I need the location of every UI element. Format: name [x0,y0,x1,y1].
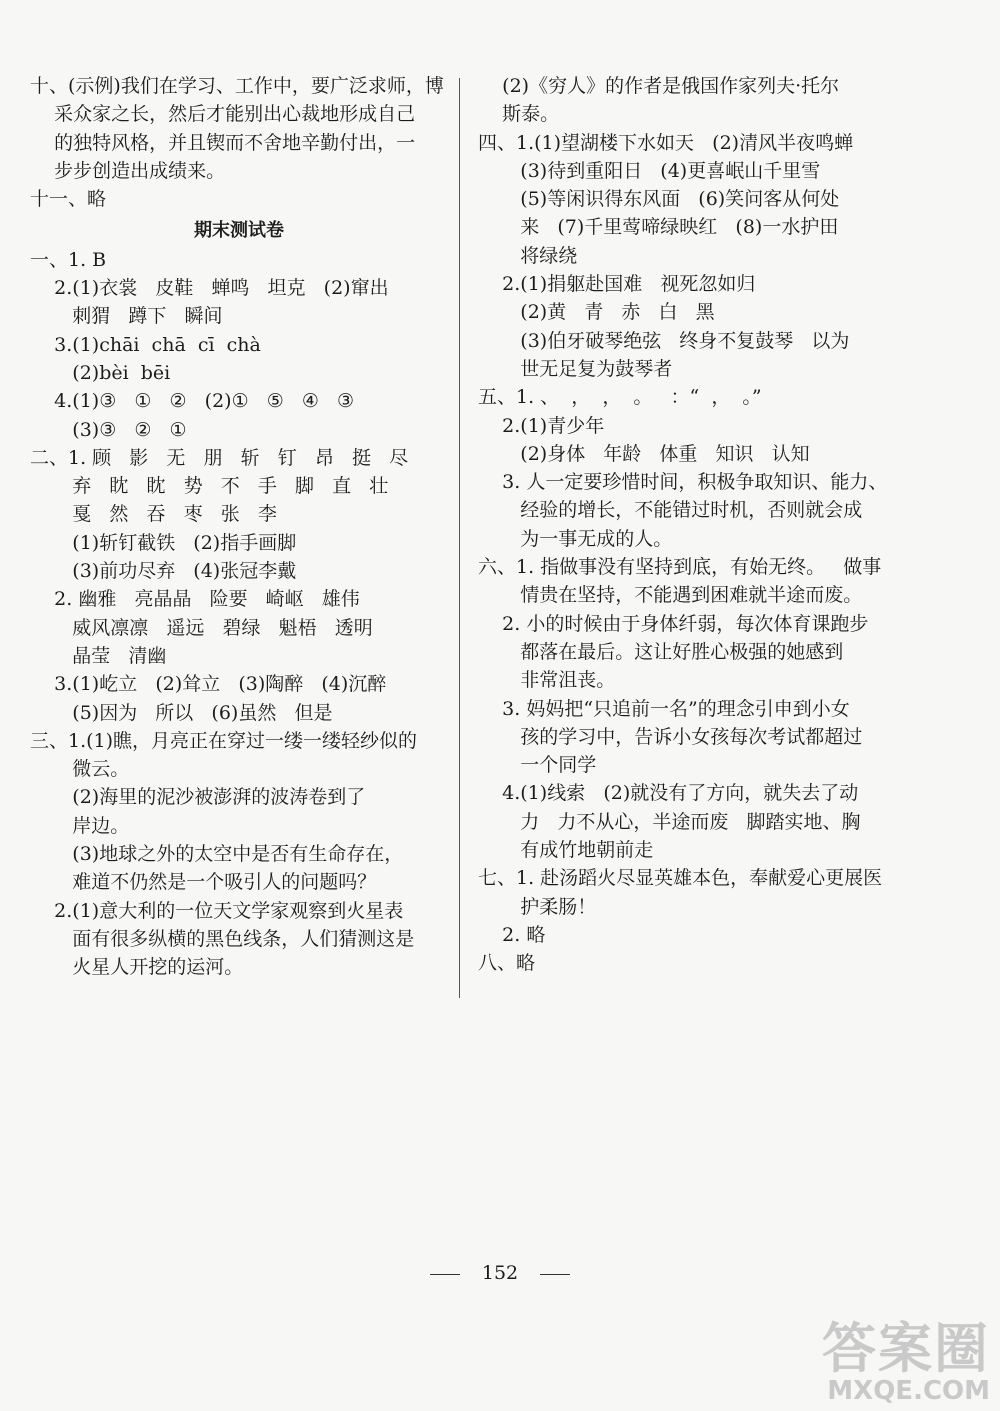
answer-line: 2. 幽雅 亮晶晶 险要 崎岖 雄伟 [30,588,360,611]
answer-line: 为一事无成的人。 [478,527,673,550]
answer-line: (2)海里的泥沙被澎湃的波涛卷到了 [30,786,366,809]
left-column [30,72,448,982]
answer-line: (3)伯牙破琴绝弦 终身不复鼓琴 以为 [478,329,850,352]
answer-line: 四、1.(1)望湖楼下水如天 (2)清风半夜鸣蝉 [478,131,854,154]
answer-line: 一、1. B [30,248,107,271]
answer-line: (2)bèi bēi [30,361,171,384]
answer-line: (2)《穷人》的作者是俄国作家列夫·托尔 [478,75,840,97]
answer-line: 4.(1)③ ① ② (2)① ⑤ ④ ③ [30,390,355,413]
answer-line: 情贵在坚持，不能遇到困难就半途而废。 [478,584,863,607]
answer-line: (3)地球之外的太空中是否有生命存在， [30,843,404,866]
answer-line: (2)身体 年龄 体重 知识 认知 [478,442,810,465]
answer-line: 三、1.(1)瞧，月亮正在穿过一缕一缕轻纱似的 [30,729,418,752]
answer-line: 二、1. 顾 影 无 朋 斩 钉 昂 挺 尽 [30,446,409,469]
answer-line: 火星人开挖的运河。 [30,956,244,979]
watermark-logo: 答案圈 [822,1317,990,1380]
answer-line: 有成竹地朝前走 [478,839,654,862]
answer-line: 的独特风格，并且锲而不舍地辛勤付出，一 [30,131,416,154]
answer-line: 非常沮丧。 [478,669,616,692]
answer-line: 4.(1)线索 (2)就没有了方向，就失去了动 [478,782,859,805]
answer-line: 十、(示例)我们在学习、工作中，要广泛求师，博 [30,75,444,97]
answer-line: (1)斩钉截铁 (2)指手画脚 [30,531,297,554]
answer-line: 2. 略 [478,923,546,946]
page-number: 152 [481,1262,519,1284]
answer-line: 经验的增长，不能错过时机，否则就会成 [478,499,863,522]
answer-line: 护柔肠！ [478,895,597,918]
footer-dash-left [430,1274,460,1275]
answer-line: 晶莹 清幽 [30,644,167,667]
page-number-footer [0,1262,1000,1284]
answer-line: 2. 小的时候由于身体纤弱，每次体育课跑步 [478,612,869,635]
answer-line: 将绿绕 [478,244,578,267]
answer-line: 威风凛凛 遥远 碧绿 魁梧 透明 [30,616,373,639]
answer-line: 2.(1)青少年 [478,414,605,437]
answer-line: (3)前功尽弃 (4)张冠李戴 [30,560,297,583]
answer-line: 微云。 [30,758,130,781]
right-column [478,72,898,978]
answer-line: 斯泰。 [478,103,560,126]
answer-line: 五、1. 、 ， ， 。 ：“ ， 。” [478,386,762,409]
answer-line: 3.(1)屹立 (2)耸立 (3)陶醉 (4)沉醉 [30,673,387,696]
answer-line: 十一、略 [30,188,107,211]
left-body-block [30,246,448,982]
answer-line: (3)③ ② ① [30,418,187,441]
answer-line: 弃 眈 眈 势 不 手 脚 直 壮 [30,475,389,498]
answer-line: 2.(1)捐躯赴国难 视死忽如归 [478,273,756,296]
section-title: 期末测试卷 [194,220,284,242]
footer-dash-right [540,1274,570,1275]
site-watermark [822,1317,990,1406]
answer-line: 岸边。 [30,814,130,837]
answer-line: 戛 然 吞 枣 张 李 [30,503,277,526]
answer-line: 步步创造出成绩来。 [30,159,226,182]
answer-line: (5)因为 所以 (6)虽然 但是 [30,701,333,724]
answer-line: 来 (7)千里莺啼绿映红 (8)一水护田 [478,216,839,239]
column-divider [459,78,460,998]
answer-line: 3.(1)chāi chā cī chà [30,333,261,356]
watermark-url: MXQE.COM [827,1376,990,1406]
answer-line: 都落在最后。这让好胜心极强的她感到 [478,640,844,663]
answer-line: (2)黄 青 赤 白 黑 [478,301,715,324]
answer-line: 难道不仍然是一个吸引人的问题吗？ [30,871,377,894]
answer-line: 3. 人一定要珍惜时间，积极争取知识、能力、 [478,471,888,494]
answer-line: 六、1. 指做事没有坚持到底，有始无终。 做事 [478,556,882,579]
answer-line: (5)等闲识得东风面 (6)笑问客从何处 [478,188,840,211]
answer-line: 孩的学习中，告诉小女孩每次考试都超过 [478,725,863,748]
left-top-block [30,72,448,213]
answer-line: 七、1. 赴汤蹈火尽显英雄本色，奉献爱心更展医 [478,867,883,890]
answer-line: 世无足复为鼓琴者 [478,357,673,380]
answer-line: 面有很多纵横的黑色线条，人们猜测这是 [30,927,415,950]
answer-line: (3)待到重阳日 (4)更喜岷山千里雪 [478,159,821,182]
answer-line: 3. 妈妈把“只追前一名”的理念引申到小女 [478,697,850,720]
answer-line: 2.(1)意大利的一位天文学家观察到火星表 [30,899,404,922]
answer-line: 力 力不从心，半途而废 脚踏实地、胸 [478,810,861,833]
answer-line: 采众家之长，然后才能别出心裁地形成自己 [30,103,416,126]
answer-line: 一个同学 [478,754,597,777]
answer-line: 刺猬 蹲下 瞬间 [30,305,223,328]
answer-line: 2.(1)衣裳 皮鞋 蝉鸣 坦克 (2)窜出 [30,277,389,300]
answer-line: 八、略 [478,952,536,975]
